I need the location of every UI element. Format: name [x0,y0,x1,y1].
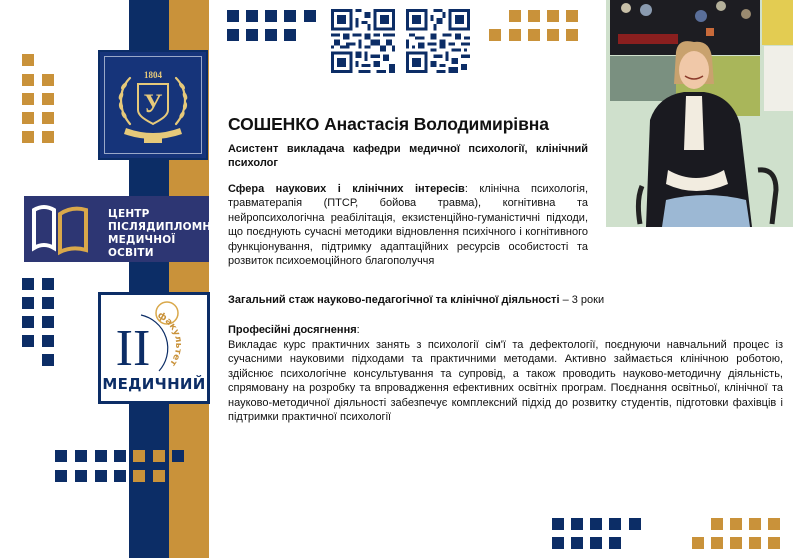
interests-label: Сфера наукових і клінічних інтересів [228,183,465,195]
research-interests [228,182,588,268]
svg-text:II: II [115,320,151,377]
achievements-heading: Професійні досягнення: [228,324,360,336]
svg-text:1804: 1804 [144,70,162,80]
qr-code-icon [331,9,395,73]
qr-code-2[interactable] [406,9,470,73]
center-logo-line3: МЕДИЧНОЇ ОСВІТИ [108,234,176,259]
faculty-logo-title: МЕДИЧНИЙ [102,375,206,393]
center-logo-line2: ПІСЛЯДИПЛОМНОЇ [108,221,225,233]
experience-label: Загальний стаж науково-педагогічної та клінічної діяльності [228,294,560,306]
qr-code-1[interactable] [331,9,395,73]
profile-photo [606,0,793,227]
achievements-label: Професійні досягнення [228,324,357,336]
open-book-icon [30,202,102,258]
university-crest-icon [100,52,206,158]
person-position: Асистент викладача кафедри медичної психології, клінічний психолог [228,143,588,169]
svg-text:У: У [143,89,163,118]
medical-faculty-logo [98,292,210,404]
portrait-photo [606,0,793,227]
experience-value: – 3 роки [559,294,605,306]
achievements-text: Викладає курс практичних занять з психології сім'ї та дефектології, поєднуючи навчальний процес із сучасними науковими підходами та практичними методами. Активно займається клінічною роботою, здійснює психологічне консультування та супровід, а також проводить науково-методичну діяльність, спрямовану на розробку та впровадження ефективних освітніх програм. Поєднання освітньої, клінічної та науково-методичної діяльності забезпечує комплексний підхід до розвитку студентів, підготовки фахівців і підтримки практичної психології [228,339,783,424]
svg-text:факультет: факультет [155,310,184,368]
qr-code-icon [406,9,470,73]
center-logo-line1: ЦЕНТР [108,208,150,220]
experience [228,294,604,306]
person-name: СОШЕНКО Анастасія Володимирівна [228,114,549,134]
university-logo [98,50,208,160]
interests-text: : клінічна психологія, травматерапія (ПТСР, бойова травма), когнітивна та нейропсихологічна реабілітація, екзистенційно-гуманістичні підходи, що поєднують сучасні методики відновлення психічного і когнітивного функціонування, підтримку адаптаційних ресурсів особистості та розвиток психоемоційного благополуччя [228,183,589,268]
center-postgraduate-logo [24,196,225,262]
